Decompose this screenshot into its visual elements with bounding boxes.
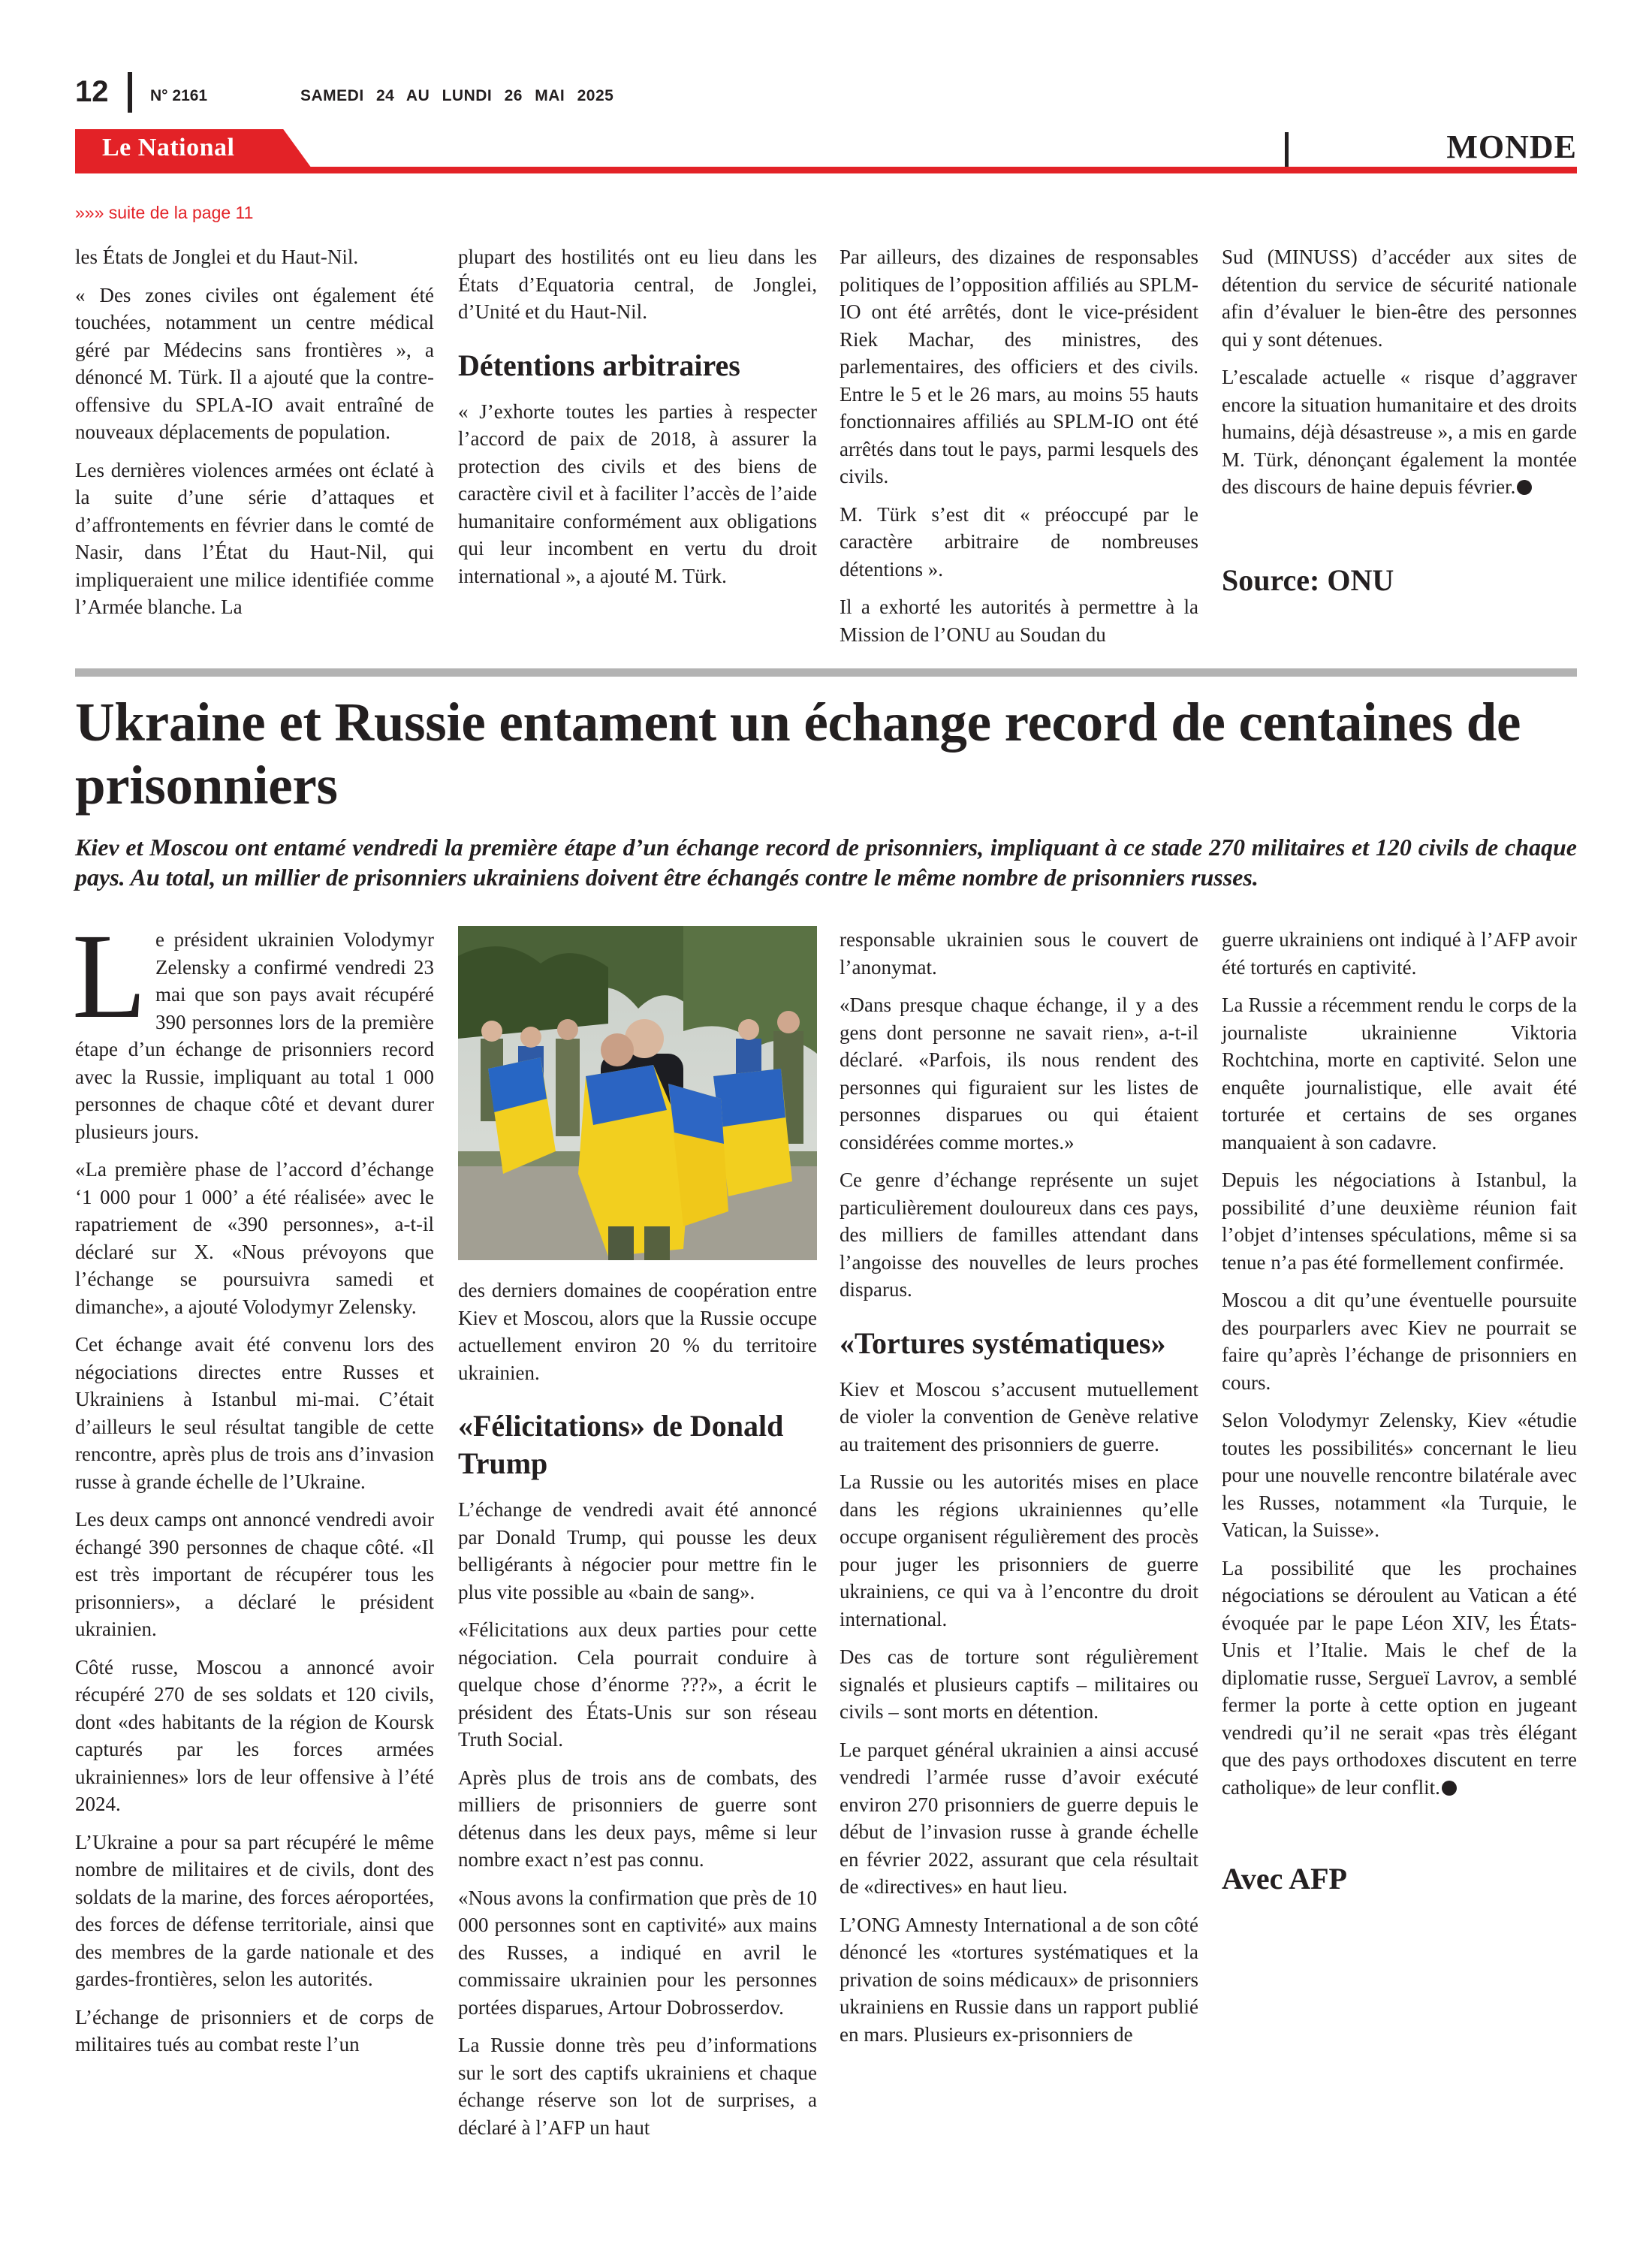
paragraph: L’ONG Amnesty International a de son côté dénoncé les «tortures systématiques et la privation de soins médicaux» de prisonniers ukrainiens en Russie dans un rapport publié en mars. Plusieurs ex-prisonniers de xyxy=(840,1913,1198,2046)
paragraph: Par ailleurs, des dizaines de responsables politiques de l’opposition affiliés au SPLM-IO ont été arrêtés, dont le vice-président Riek Machar, des ministres, des parlementaires, des officiers et des civils. Entre le 5 et le 26 mars, au moins 55 hauts fonctionnaires affiliés au SPLM-IO ont été arrêtés dans tout le pays, parmi lesquels des civils. xyxy=(840,246,1198,487)
paragraph: Le parquet général ukrainien a ainsi accusé vendredi l’armée russe d’avoir exécuté environ 270 prisonniers de guerre depuis le début de l’invasion russe à grande échelle en février 2022, assurant que cela résultait de «directives» en haut lieu. xyxy=(840,1738,1198,1898)
paragraph xyxy=(72,909,434,1145)
article-separator xyxy=(75,668,1577,677)
paragraph-text: L’escalade actuelle « risque d’aggraver encore la situation humanitaire et des droits humains, déjà désastreuse », a mis en garde M. Türk, dénonçant également la montée des discours de haine depuis février. xyxy=(1222,366,1577,498)
paragraph xyxy=(1222,363,1577,501)
paragraph: des derniers domaines de coopération entre Kiev et Moscou, alors que la Russie occupe actuellement environ 20 % du territoire ukrainien. xyxy=(458,1279,817,1384)
paragraph: responsable ukrainien sous le couvert de l’anonymat. xyxy=(840,928,1198,979)
brand-logo: Le National xyxy=(102,134,235,161)
issue-number: N° 2161 xyxy=(150,87,208,104)
top-article-column-1 xyxy=(75,243,434,621)
section-title: MONDE xyxy=(1446,128,1577,165)
subheading: «Félicitations» de Donald Trump xyxy=(458,1409,784,1480)
header-rule xyxy=(75,167,1577,173)
continuation-note: »»» suite de la page 11 xyxy=(75,203,254,222)
top-article-column-2 xyxy=(458,243,817,590)
paragraph: La Russie a récemment rendu le corps de la journaliste ukrainienne Viktoria Rochtchina, morte en captivité. Selon une enquête journalistique, elle avait été torturée et certains de ses organes manquaient à son cadavre. xyxy=(1222,994,1577,1154)
paragraph: Les dernières violences armées ont éclaté à la suite d’une série d’attaques et d’affrontements en février dans le comté de Nasir, dans l’État du Haut-Nil, qui impliqueraient une milice identifiée comme l’Armée blanche. La xyxy=(75,458,434,618)
main-article-column-4 xyxy=(1222,926,1577,1896)
paragraph: «La première phase de l’accord d’échange ‘1 000 pour 1 000’ a été réalisée» avec le rapatriement de «390 personnes», a-t-il déclaré sur X. «Nous prévoyons que l’échange se poursuivra samedi et dimanche», a ajouté Volodymyr Zelensky. xyxy=(75,1158,434,1318)
subheading: Détentions arbitraires xyxy=(458,348,740,382)
issue-date: SAMEDI 24 AU LUNDI 26 MAI 2025 xyxy=(300,87,614,104)
paragraph: «Félicitations aux deux parties pour cette négociation. Cela pourrait conduire à quelque chose d’énorme ???», a écrit le président des États-Unis sur son réseau Truth Social. xyxy=(458,1618,817,1751)
main-article-column-1 xyxy=(72,909,434,2058)
paragraph: Kiev et Moscou s’accusent mutuellement de violer la convention de Genève relative au traitement des prisonniers de guerre. xyxy=(840,1377,1198,1455)
paragraph: Après plus de trois ans de combats, des milliers de prisonniers de guerre sont détenus dans les deux pays, même si leur nombre exact n’est pas connu. xyxy=(458,1766,817,1871)
paragraph xyxy=(1222,1555,1577,1802)
paragraph: La Russie donne très peu d’informations sur le sort des captifs ukrainiens et chaque échange réserve son lot de surprises, a déclaré à l’AFP un haut xyxy=(458,2034,817,2139)
paragraph: Depuis les négociations à Istanbul, la possibilité d’une deuxième réunion fait l’objet d’intenses spéculations, même si sa tenue n’a pas été formellement confirmée. xyxy=(1222,1169,1577,1274)
header-divider xyxy=(128,72,132,113)
paragraph: La Russie ou les autorités mises en place dans les régions ukrainiennes qu’elle occupe organisent régulièrement des procès pour juger les prisonniers de guerre ukrainiens, ce qui va à l’encontre du droit international. xyxy=(840,1470,1198,1630)
paragraph: «Nous avons la confirmation que près de 10 000 personnes sont en captivité» aux mains des Russes, a indiqué en avril le commissaire ukrainien pour les personnes portées disparues, Artour Dobrosserdov. xyxy=(458,1886,817,2019)
drop-cap: L xyxy=(72,909,146,1044)
paragraph: M. Türk s’est dit « préoccupé par le caractère arbitraire de nombreuses détentions ». xyxy=(840,502,1198,581)
paragraph: L’Ukraine a pour sa part récupéré le même nombre de militaires et de civils, dont des soldats de la marine, des forces aéroportées, des forces de défense territoriale, ainsi que des membres de la garde nationale et des gardes-frontières, selon les autorités. xyxy=(75,1830,434,1990)
paragraph: les États de Jonglei et du Haut-Nil. xyxy=(75,246,359,268)
paragraph: Il a exhorté les autorités à permettre à la Mission de l’ONU au Soudan du xyxy=(840,596,1198,646)
paragraph-text: La possibilité que les prochaines négociations se déroulent au Vatican a été évoquée par le pape Léon XIV, les États-Unis et l’Italie. Mais le chef de la diplomatie russe, Sergueï Lavrov, a semblé fermer la porte à cette option en jugeant vendredi qu’il ne serait «pas très élégant que des pays orthodoxes discutent en terre catholique» de leur conflit. xyxy=(1222,1556,1577,1799)
top-article-column-4 xyxy=(1222,243,1577,597)
paragraph: Les deux camps ont annoncé vendredi avoir échangé 390 personnes de chaque côté. «Il est très important de récupérer tous les prisonniers», a déclaré le président ukrainien. xyxy=(75,1508,434,1640)
article-signoff: Avec AFP xyxy=(1222,1862,1347,1896)
article-headline: Ukraine et Russie entament un échange record de centaines de prisonniers xyxy=(75,692,1521,816)
end-of-article-icon xyxy=(1442,1781,1457,1796)
top-article-column-3 xyxy=(840,243,1198,648)
paragraph: Moscou a dit qu’une éventuelle poursuite des pourparlers avec Kiev ne pourrait se faire qu’après l’échange de prisonniers en cours. xyxy=(1222,1289,1577,1394)
paragraph: Ce genre d’échange représente un sujet particulièrement douloureux dans ces pays, des milliers de familles attendant dans l’angoisse des nouvelles de leurs proches disparus. xyxy=(840,1169,1198,1301)
paragraph: Cet échange avait été convenu lors des négociations directes entre Russes et Ukrainiens à Istanbul mi-mai. C’était d’ailleurs le seul résultat tangible de cette rencontre, après plus de trois ans d’invasion russe à grande échelle de l’Ukraine. xyxy=(75,1333,434,1493)
main-article-column-2 xyxy=(458,1277,817,2141)
end-of-article-icon xyxy=(1517,480,1532,495)
paragraph: Côté russe, Moscou a annoncé avoir récupéré 270 de ses soldats et 120 civils, dont «des habitants de la région de Koursk capturés par les forces armées ukrainiennes» lors de leur offensive à l’été 2024. xyxy=(75,1655,434,1815)
page-number: 12 xyxy=(75,75,109,108)
paragraph: Sud (MINUSS) d’accéder aux sites de détention du service de sécurité nationale afin d’évaluer le bien-être des personnes qui y sont détenues. xyxy=(1222,246,1577,351)
paragraph: guerre ukrainiens ont indiqué à l’AFP avoir été torturés en captivité. xyxy=(1222,928,1577,979)
photo-prisoner-exchange-icon xyxy=(458,926,817,1260)
paragraph: L’échange de prisonniers et de corps de militaires tués au combat reste l’un xyxy=(75,2005,434,2055)
paragraph: « Des zones civiles ont également été touchées, notamment un centre médical géré par Médecins sans frontières », a dénoncé M. Türk. Il a ajouté que la contre-offensive du SPLA-IO avait entraîné de nouveaux déplacements de population. xyxy=(75,283,434,443)
subheading: «Tortures systématiques» xyxy=(840,1326,1166,1360)
paragraph: L’échange de vendredi avait été annoncé par Donald Trump, qui pousse les deux belligérants à négocier pour mettre fin le plus vite possible au «bain de sang». xyxy=(458,1498,817,1603)
paragraph: Selon Volodymyr Zelensky, Kiev «étudie toutes les possibilités» concernant le lieu pour une nouvelle rencontre bilatérale avec les Russes, notamment «la Turquie, le Vatican, la Suisse». xyxy=(1222,1409,1577,1541)
article-photo xyxy=(458,926,817,1260)
article-source: Source: ONU xyxy=(1222,562,1394,597)
paragraph: plupart des hostilités ont eu lieu dans les États d’Equatoria central, de Jonglei, d’Unité et du Haut-Nil. xyxy=(458,246,817,323)
main-article-column-3 xyxy=(840,926,1198,2048)
paragraph: « J’exhorte toutes les parties à respecter l’accord de paix de 2018, à assurer la protection des civils et des biens de caractère civil et à faciliter l’accès de l’aide humanitaire conformément aux obligations qui leur incombent en vertu du droit international », a ajouté M. Türk. xyxy=(458,400,817,587)
paragraph: «Dans presque chaque échange, il y a des gens dont personne ne savait rien», a-t-il déclaré. «Parfois, ils nous rendent des personnes qui figuraient sur les listes de personnes disparues ou qui étaient considérées comme mortes.» xyxy=(840,994,1198,1154)
section-divider xyxy=(1285,132,1289,167)
article-lede: Kiev et Moscou ont entamé vendredi la première étape d’un échange record de prisonniers, impliquant à ce stade 270 militaires et 120 civils de chaque pays. Au total, un millier de prisonniers ukrainiens doivent être échangés contre le même nombre de prisonniers russes. xyxy=(75,834,1577,891)
paragraph: Des cas de torture sont régulièrement signalés et plusieurs captifs – militaires ou civils – sont morts en détention. xyxy=(840,1645,1198,1723)
paragraph-text: e président ukrainien Volodymyr Zelensky a confirmé vendredi 23 mai que son pays avait récupéré 390 personnes lors de la première étape d’un échange de prisonniers record avec la Russie, impliquant au total 1 000 personnes de chaque côté et devant durer plusieurs jours. xyxy=(75,928,434,1143)
